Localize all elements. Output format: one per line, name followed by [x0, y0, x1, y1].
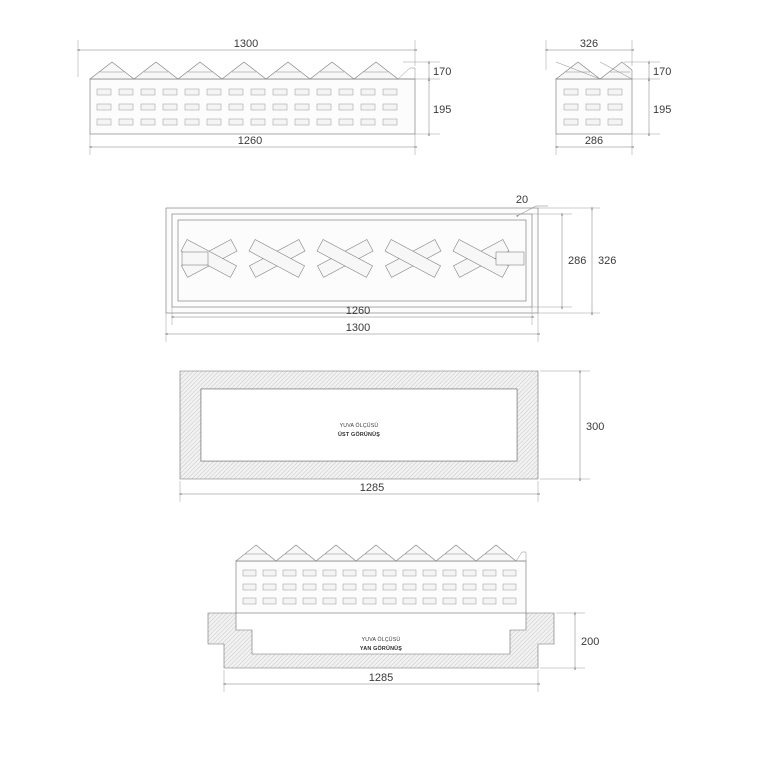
view-side-elevation-small [546, 38, 671, 155]
dim-label: 1260 [345, 305, 371, 317]
crown-zigzag-front [90, 62, 415, 79]
dim-label: 20 [515, 194, 529, 206]
dim-label: 195 [653, 104, 672, 116]
crown-zigzag-side [556, 62, 632, 79]
brick-pattern-side [564, 89, 622, 125]
dim-label: 1260 [237, 135, 263, 147]
view-front-elevation-large [78, 38, 451, 155]
dim-label: 300 [586, 421, 605, 433]
dim-1260-bottom [90, 134, 415, 155]
dim-label: 1285 [359, 482, 385, 494]
dim-label: 286 [584, 135, 604, 147]
view-socket-section [208, 545, 599, 692]
view-socket-plan [180, 371, 604, 502]
socket-plan-label-1: YUVA ÖLÇÜSÜ [339, 423, 379, 429]
dim-label: 195 [433, 104, 452, 116]
dim-1285-bottom-socket [180, 481, 538, 502]
dim-195-right [415, 79, 451, 134]
view-plan-lattice [166, 194, 616, 342]
crown-zigzag-section [236, 545, 526, 561]
dim-300-right-socket [540, 371, 604, 479]
dim-label: 170 [653, 66, 672, 78]
dim-label: 1285 [368, 672, 394, 684]
socket-section-label-1: YUVA ÖLÇÜSÜ [361, 637, 401, 643]
dim-label: 286 [568, 255, 587, 267]
dim-label: 200 [581, 636, 600, 648]
dim-label: 1300 [233, 38, 259, 50]
socket-plan-label-2: ÜST GÖRÜNÜŞ [337, 432, 381, 438]
dim-label: 170 [433, 66, 452, 78]
dim-label: 1300 [345, 322, 371, 334]
dim-286-right-plan [532, 214, 586, 307]
dim-1285-bottom-section [224, 670, 538, 692]
dim-label: 326 [598, 255, 617, 267]
dim-170-right [403, 62, 451, 79]
dim-286-bottom [556, 134, 632, 155]
dim-1300-bottom-plan [166, 313, 538, 342]
socket-section-label-2: YAN GÖRÜNÜŞ [359, 646, 403, 652]
dim-label: 326 [579, 38, 599, 50]
dim-195-right-small [632, 79, 671, 134]
